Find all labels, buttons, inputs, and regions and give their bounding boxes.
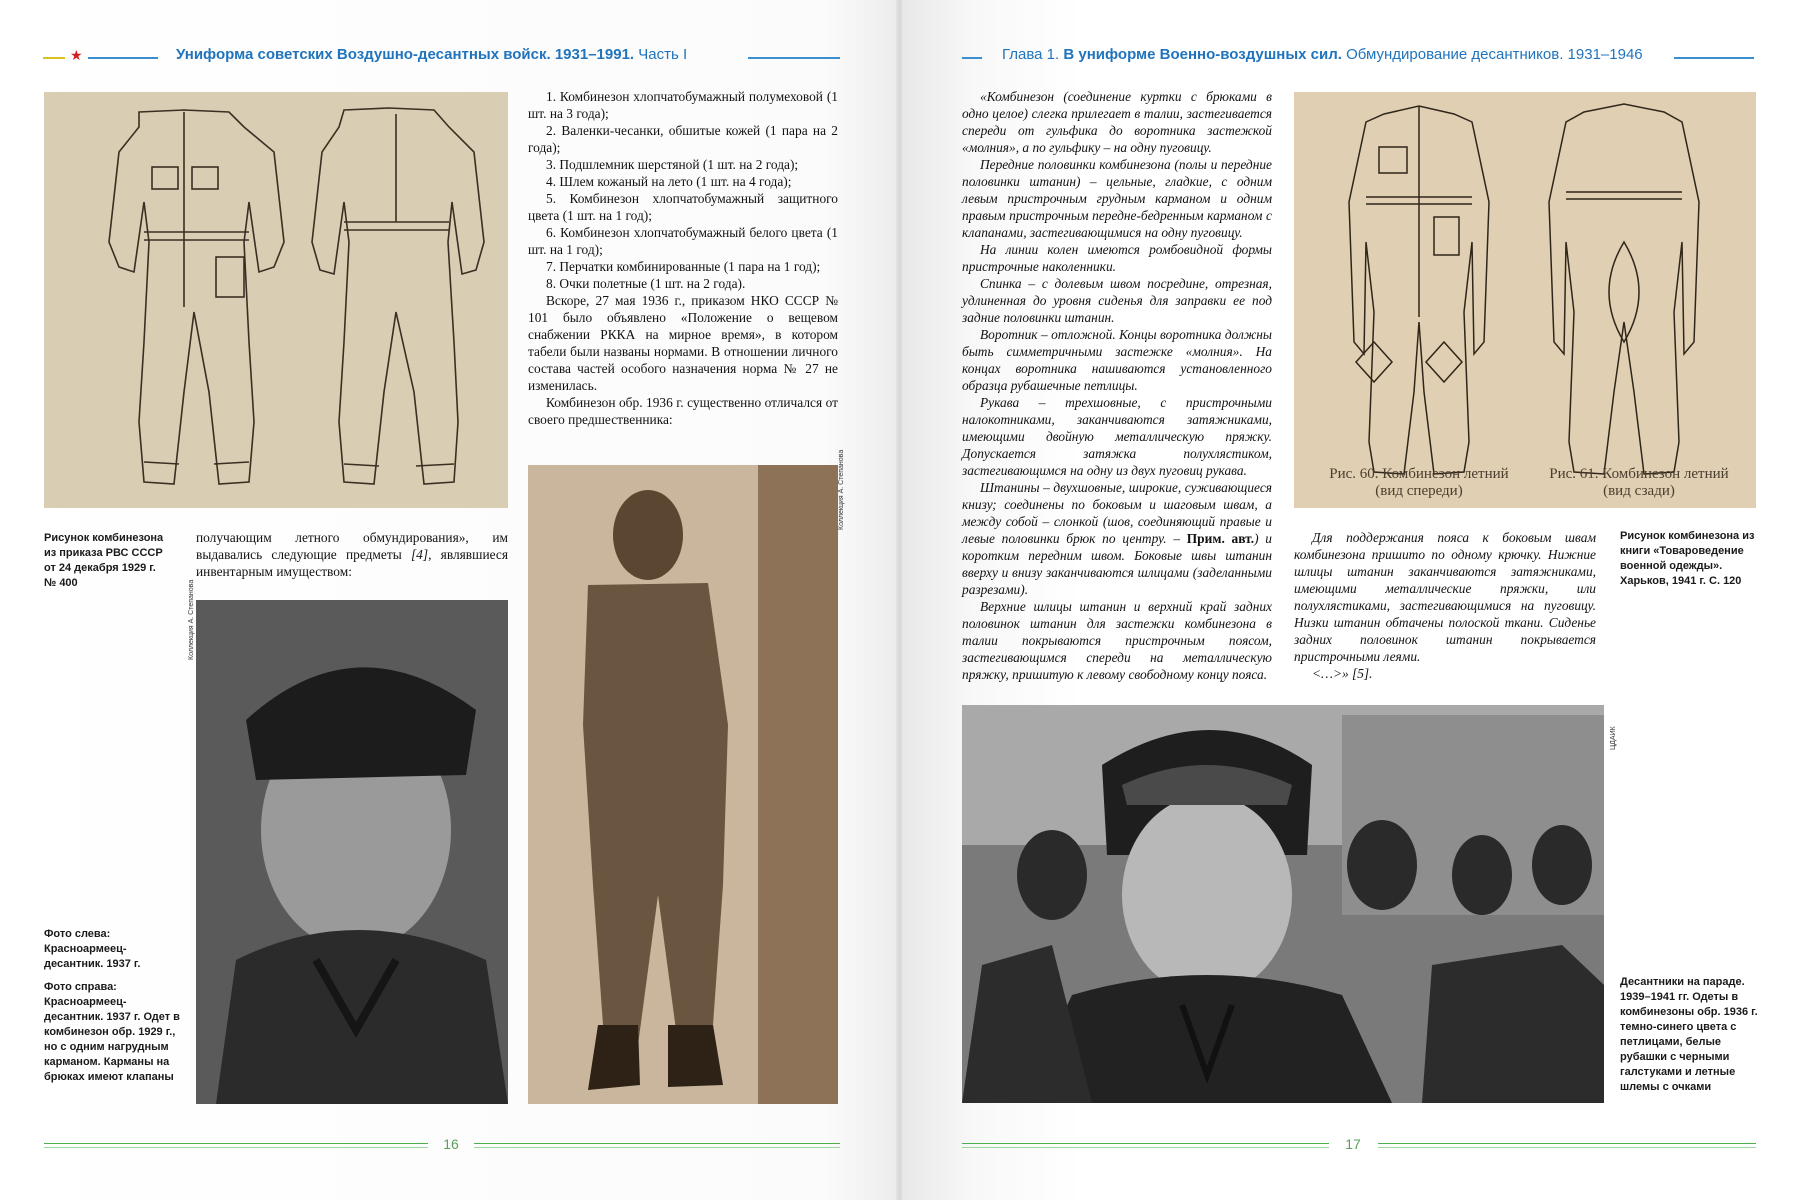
list-item: 4. Шлем кожаный на лето (1 шт. на 4 года);	[546, 174, 792, 189]
reference-4: [4]	[410, 547, 429, 562]
photo-paratrooper-portrait	[196, 600, 508, 1104]
caption-text: Десантники на параде. 1939–1941 гг. Одеты в комбинезоны обр. 1936 г. темно-синего цвета с петлицами, белые рубашки с черными галстуками и летные шлемы с очками	[1620, 976, 1758, 1093]
list-item: 8. Очки полетные (1 шт. на 2 года).	[546, 276, 746, 291]
right-running-header	[1002, 46, 1643, 63]
quote-paragraph: Передние половинки комбинезона (полы и передние половинки штанин) – цельные, гладкие, с одним левым пристрочным грудным карманом и одним правым пристрочным передне-бедренным карманом с клапанами, застегивающимися на одну пуговицу.	[962, 157, 1272, 240]
photo-paratrooper-standing	[528, 465, 838, 1104]
caption-parade	[1620, 975, 1760, 1103]
list-item: 7. Перчатки комбинированные (1 пара на 1 год);	[546, 259, 821, 274]
belt-description	[1294, 529, 1596, 682]
caption-text: Рисунок комбинезона из приказа РВС СССР от 24 декабря 1929 г. № 400	[44, 532, 164, 589]
standing-silhouette	[528, 465, 838, 1104]
quote-paragraph: Рукава – трехшовные, с пристрочными налокотниками, заканчиваются затяжниками, имеющими двойную металлическую пряжку. Допускается затяжка полухлястиком, застегивающимся на одну из двух пуговиц рукава.	[962, 395, 1272, 478]
quote-paragraph: Верхние шлицы штанин и верхний край задних половинок штанин для застежки комбинезона в талии покрываются пристрочным поясом, застегивающимся спереди на металлическую пряжку, пришитую к левому свободному концу пояса.	[962, 599, 1272, 682]
header-rule-yellow	[43, 57, 65, 59]
quote-paragraph: Воротник – отложной. Концы воротника должны быть симметричными застежке «молния». На концах воротника нашиваются установленного образца рубашечные петлицы.	[962, 327, 1272, 393]
equipment-list	[528, 88, 838, 428]
coveralls-1936-drawing	[1294, 92, 1756, 508]
photo-credit-2: Коллекция А. Степанова	[838, 449, 845, 530]
parade-scene	[962, 705, 1604, 1103]
paragraph-coveralls-1936: Комбинезон обр. 1936 г. существенно отличался от своего предшественника:	[528, 395, 838, 427]
list-item: 6. Комбинезон хлопчатобумажный белого цвета (1 шт. на 1 год);	[528, 225, 838, 257]
paragraph-1936-order: Вскоре, 27 мая 1936 г., приказом НКО СССР № 101 было объявлено «Положение о вещевом снабжении РККА на мирное время», в котором табели были названы нормами. В отношении личного состава частей особого назначения норма № 27 не изменилась.	[528, 293, 838, 393]
coveralls-1929-sketch	[44, 92, 508, 508]
list-item: 2. Валенки-чесанки, обшитые кожей (1 пара на 2 года);	[528, 123, 838, 155]
footer-rule-left	[962, 1143, 1329, 1144]
continuation-paragraph	[196, 529, 508, 580]
page-number-17: 17	[1345, 1136, 1361, 1152]
red-star-icon: ★	[70, 48, 83, 64]
quote-paragraph: Спинка – с долевым швом посредине, отрезная, удлиненная до уровня сиденья для заправки ее под задние половинки штанин.	[962, 276, 1272, 325]
author-note: Прим. авт.	[1186, 531, 1255, 546]
list-item: 3. Подшлемник шерстяной (1 шт. на 2 года);	[546, 157, 799, 172]
footer-rule-right	[1378, 1143, 1756, 1144]
continuation-end: , являвшиеся инвентарным имуществом:	[196, 547, 508, 579]
figure-60-label: Рис. 60. Комбинезон летний (вид спереди)	[1329, 466, 1509, 499]
page-number-16: 16	[443, 1136, 459, 1152]
header-part: Часть I	[638, 46, 688, 63]
quote-trousers-a: Штанины – двухшовные, широкие, суживающиеся книзу; соединены по боковым и шаговым швам, а между собой – слонкой (шов, соединяющий правые и левые половинки брюк по центру. –	[962, 480, 1272, 546]
coveralls-description-quote	[962, 88, 1272, 683]
caption-photo-right-text: Фото справа: Красноармеец-десантник. 1937 г. Одет в комбинезон обр. 1929 г., но с одним нагрудным карманом. Карманы на брюках имеют клапаны	[44, 981, 180, 1083]
footer-rule-right-2	[1378, 1147, 1756, 1148]
list-item: 1. Комбинезон хлопчатобумажный полумеховой (1 шт. на 3 года);	[528, 89, 838, 121]
left-page	[0, 0, 898, 1200]
portrait-silhouette	[196, 600, 508, 1104]
continuation-text	[196, 529, 508, 580]
caption-photos-left	[44, 927, 184, 1093]
header-chapter: Глава 1.	[1002, 46, 1060, 63]
photo-parade	[962, 705, 1604, 1103]
photo-credit-1: Коллекция А. Степанова	[188, 579, 195, 660]
caption-book-1941	[1620, 529, 1760, 597]
photo-credit-parade: ЦДАИК	[1610, 726, 1617, 750]
header-title: Униформа советских Воздушно-десантных войск. 1931–1991.	[176, 46, 635, 63]
header-rule-left	[962, 57, 982, 59]
caption-photo-left-text: Фото слева: Красноармеец-десантник. 1937 г.	[44, 928, 141, 970]
footer-rule-right	[474, 1143, 840, 1144]
coveralls-sketch-drawing	[44, 92, 508, 508]
list-item: 5. Комбинезон хлопчатобумажный защитного цвета (1 шт. на 1 год);	[528, 191, 838, 223]
header-rule-right	[1674, 57, 1754, 59]
footer-rule-left-2	[962, 1147, 1329, 1148]
coveralls-1936-figures	[1294, 92, 1756, 508]
header-subtitle: Обмундирование десантников. 1931–1946	[1346, 46, 1643, 63]
footer-rule-left	[44, 1143, 428, 1144]
caption-sketch-1929	[44, 531, 164, 599]
left-running-header	[176, 46, 687, 63]
quote-paragraph: На линии колен имеются ромбовидной формы пристрочные наколенники.	[962, 242, 1272, 274]
footer-rule-right-2	[474, 1147, 840, 1148]
header-title: В униформе Военно-воздушных сил.	[1063, 46, 1342, 63]
quote-end: <…>» [5].	[1312, 666, 1373, 681]
continuation-main: получающим летного обмундирования», им выдавались следующие предметы	[196, 530, 508, 562]
caption-text: Рисунок комбинезона из книги «Товароведение военной одежды». Харьков, 1941 г. С. 120	[1620, 530, 1755, 587]
belt-paragraph: Для поддержания пояса к боковым швам комбинезона пришито по одному крючку. Нижние шлицы штанин заканчиваются затяжниками, имеющими металлические пряжки, или полухлястиками, застегивающимися на пуговицу. Низки штанин обтачены полоской ткани. Сиденье задних половинок штанин покрывается пристрочными леями.	[1294, 530, 1596, 664]
header-rule-left	[88, 57, 158, 59]
quote-paragraph-trousers	[962, 479, 1272, 598]
right-page	[902, 0, 1800, 1200]
figure-61-label: Рис. 61. Комбинезон летний (вид сзади)	[1549, 466, 1729, 499]
footer-rule-left-2	[44, 1147, 428, 1148]
quote-trousers-b: ) и коротким передним швом. Боковые швы штанин вверху и внизу заканчиваются шлицами (заделанными разрезами).	[962, 531, 1272, 597]
header-rule-right	[748, 57, 840, 59]
quote-paragraph: «Комбинезон (соединение куртки с брюками в одно целое) слегка прилегает в талии, застегивается спереди от гульфика до воротника застежкой «молния», а по гульфику – на одну пуговицу.	[962, 89, 1272, 155]
